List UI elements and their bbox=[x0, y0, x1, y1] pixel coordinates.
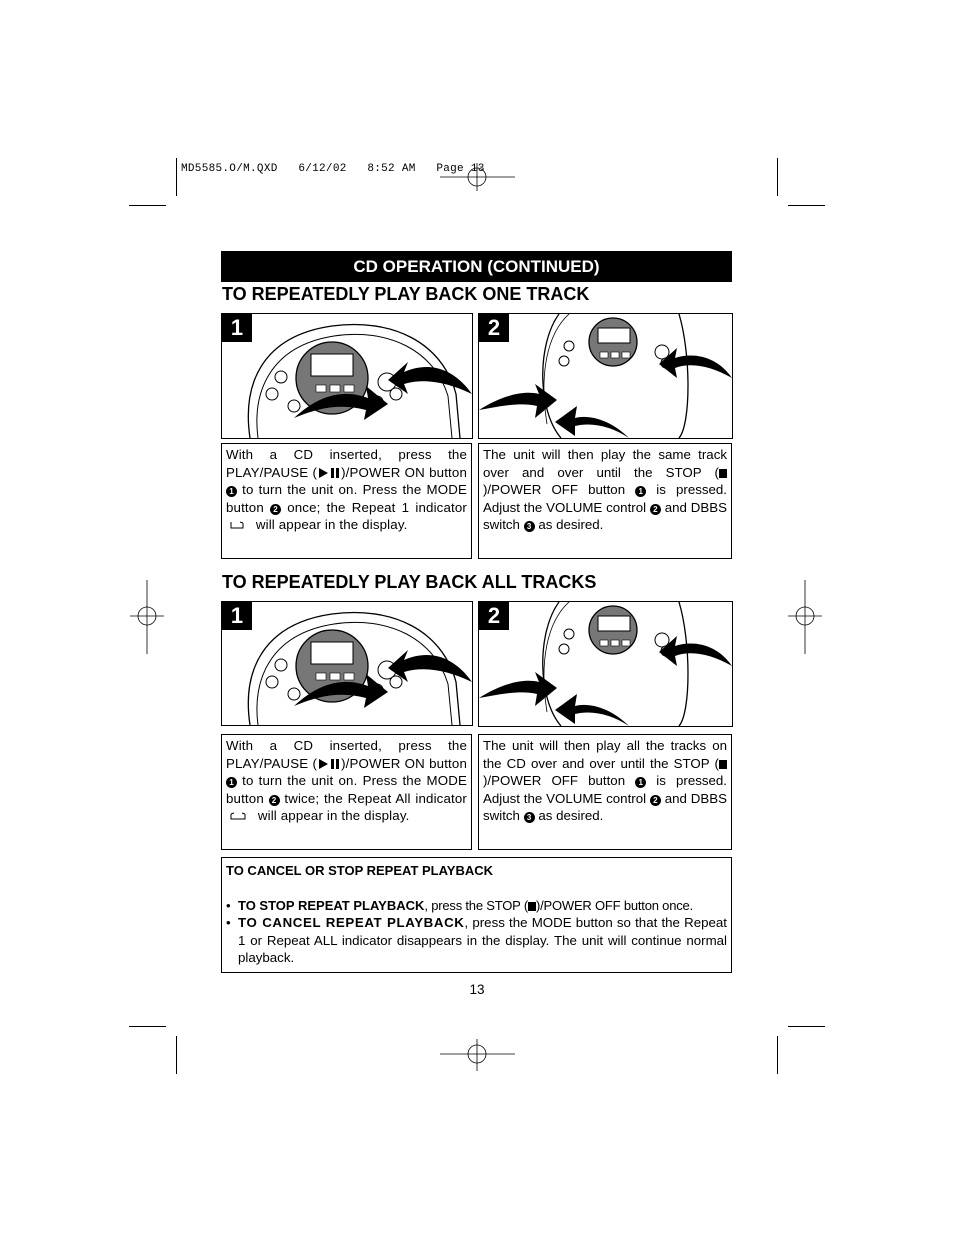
crop-mark bbox=[129, 1026, 166, 1027]
crop-mark bbox=[788, 205, 825, 206]
instruction-text-step-1: With a CD inserted, press the PLAY/PAUSE ( )/POWER ON button 1 to turn the unit on. Press the MODE button 2 once; the Repeat 1 indicator will appear in the display. bbox=[221, 443, 472, 559]
callout-number-icon: 1 bbox=[635, 777, 646, 788]
callout-number-icon: 2 bbox=[650, 504, 661, 515]
crop-mark bbox=[777, 158, 778, 196]
repeat-all-indicator-icon bbox=[230, 812, 246, 821]
callout-number-icon: 1 bbox=[226, 777, 237, 788]
page-number: 13 bbox=[469, 982, 485, 997]
repeat-indicator-icon bbox=[230, 521, 244, 530]
callout-number-icon: 2 bbox=[269, 795, 280, 806]
illustration-step-2 bbox=[478, 601, 733, 727]
section-heading-all-tracks: TO REPEATEDLY PLAY BACK ALL TRACKS bbox=[222, 572, 597, 592]
registration-mark-left bbox=[128, 578, 168, 658]
cancel-box-title: TO CANCEL OR STOP REPEAT PLAYBACK bbox=[226, 863, 494, 878]
step-number: 1 bbox=[222, 602, 252, 630]
crop-mark bbox=[176, 158, 177, 196]
crop-mark bbox=[788, 1026, 825, 1027]
illustration-step-2 bbox=[478, 313, 733, 439]
callout-number-icon: 1 bbox=[226, 486, 237, 497]
play-pause-icon bbox=[317, 467, 341, 479]
cd-player-front-illustration bbox=[222, 602, 472, 725]
cd-player-top-illustration bbox=[479, 602, 732, 726]
step-number: 1 bbox=[222, 314, 252, 342]
illustration-step-1 bbox=[221, 601, 473, 726]
callout-number-icon: 2 bbox=[270, 504, 281, 515]
callout-number-icon: 3 bbox=[524, 521, 535, 532]
instruction-text-step-2: The unit will then play all the tracks on the CD over and over until the STOP ()/POWER OFF button 1 is pressed. Adjust the VOLUME control 2 and DBBS switch 3 as desired. bbox=[478, 734, 732, 850]
section-banner: CD OPERATION (CONTINUED) bbox=[221, 251, 732, 282]
bullet: • bbox=[226, 897, 231, 913]
step-number: 2 bbox=[479, 314, 509, 342]
registration-mark-right bbox=[786, 578, 826, 658]
file-slug: MD5585.O/M.QXD 6/12/02 8:52 AM Page 13 bbox=[181, 163, 485, 175]
cd-player-front-illustration bbox=[222, 314, 472, 438]
crop-mark bbox=[777, 1036, 778, 1074]
step-number: 2 bbox=[479, 602, 509, 630]
callout-number-icon: 1 bbox=[635, 486, 646, 497]
section-heading-one-track: TO REPEATEDLY PLAY BACK ONE TRACK bbox=[222, 284, 590, 304]
registration-mark-bottom bbox=[430, 1035, 520, 1075]
registration-mark-top bbox=[430, 155, 520, 195]
stop-icon bbox=[719, 760, 727, 769]
illustration-step-1 bbox=[221, 313, 473, 439]
crop-mark bbox=[129, 205, 166, 206]
cancel-repeat-item: • TO CANCEL REPEAT PLAYBACK, press the MODE button so that the Repeat 1 or Repeat ALL indicator disappears in the display. The unit will continue normal playback. bbox=[226, 915, 727, 966]
cd-player-top-illustration bbox=[479, 314, 732, 438]
stop-icon bbox=[719, 469, 727, 478]
callout-number-icon: 3 bbox=[524, 812, 535, 823]
cancel-repeat-box bbox=[221, 857, 732, 973]
crop-mark bbox=[176, 1036, 177, 1074]
stop-icon bbox=[528, 902, 536, 911]
bullet: • bbox=[226, 915, 231, 931]
play-pause-icon bbox=[317, 758, 341, 770]
callout-number-icon: 2 bbox=[650, 795, 661, 806]
instruction-text-step-1: With a CD inserted, press the PLAY/PAUSE ( )/POWER ON button 1 to turn the unit on. Press the MODE button 2 twice; the Repeat All indicator will appear in the display. bbox=[221, 734, 472, 850]
stop-repeat-item: • TO STOP REPEAT PLAYBACK, press the STOP ( )/POWER OFF button once. bbox=[226, 897, 693, 913]
instruction-text-step-2: The unit will then play the same track over and over until the STOP ()/POWER OFF button 1 is pressed. Adjust the VOLUME control 2 and DBBS switch 3 as desired. bbox=[478, 443, 732, 559]
